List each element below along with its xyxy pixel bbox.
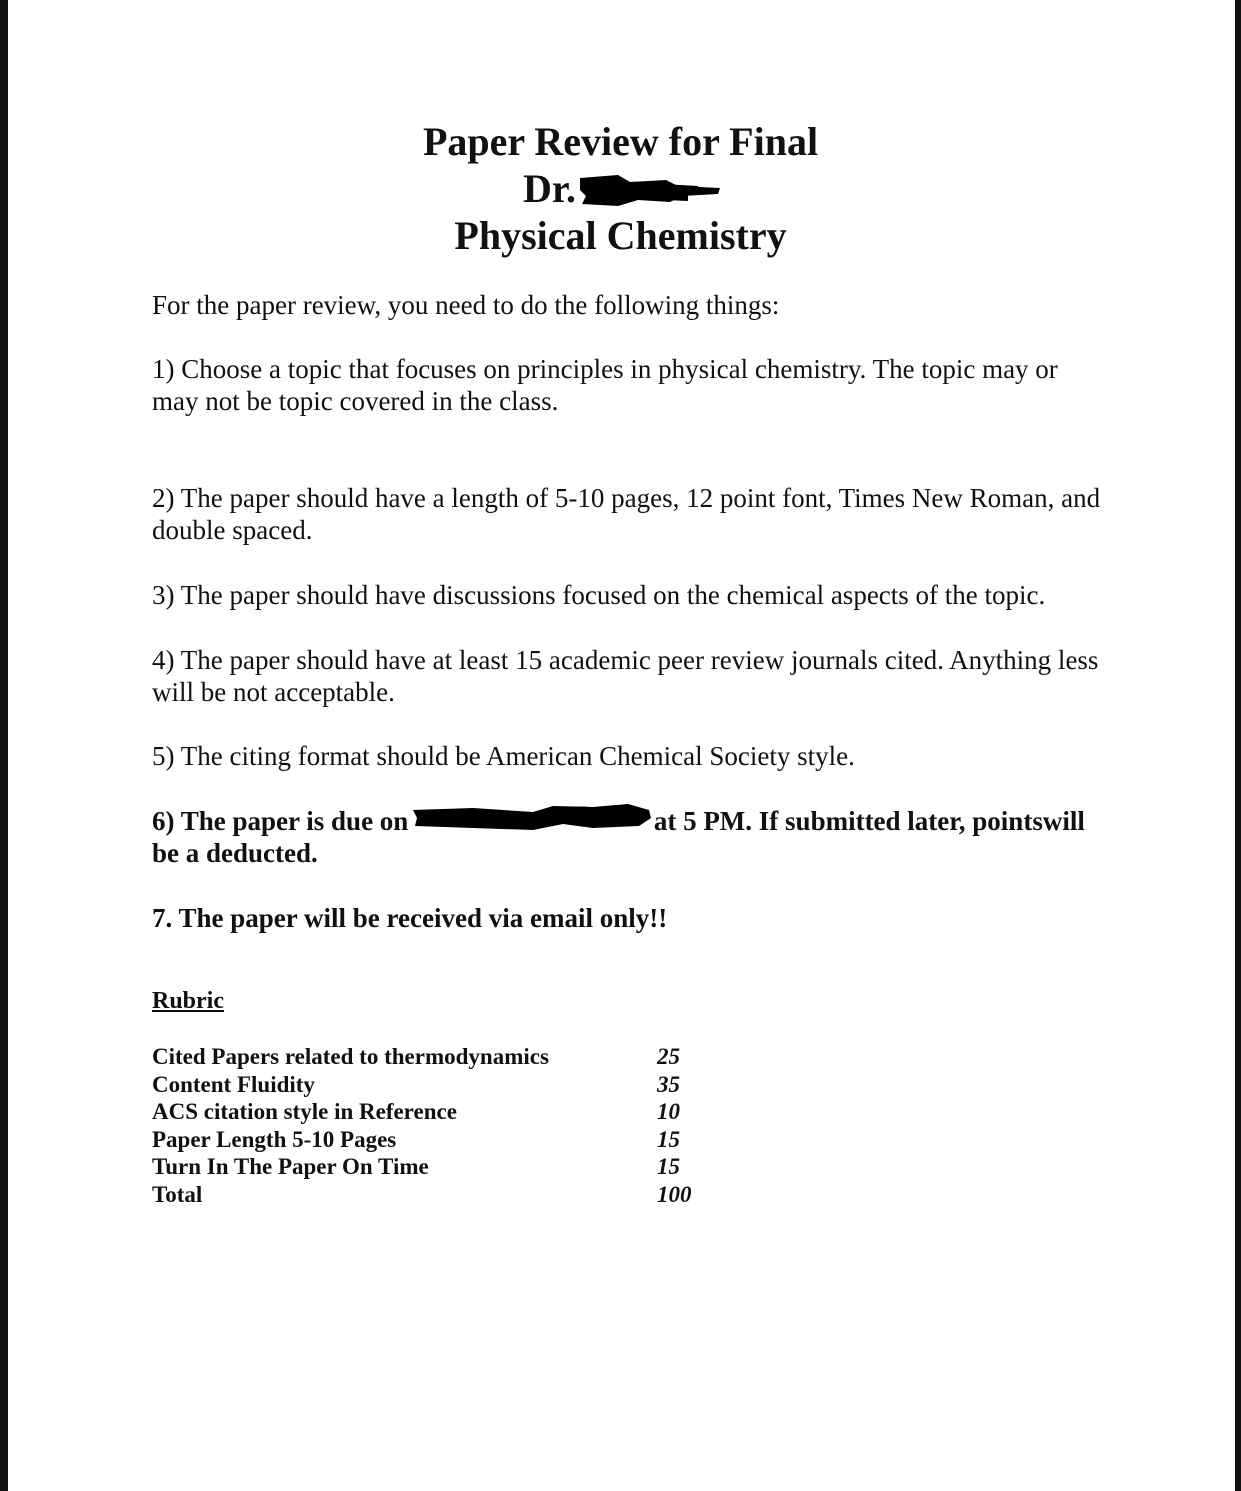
rubric-points: 15 xyxy=(657,1154,680,1179)
rubric-total-row xyxy=(152,1181,692,1209)
title-line-2 xyxy=(0,165,1241,212)
requirement-1: 1) Choose a topic that focuses on principles in physical chemistry. The topic may or may not be topic covered in the class. xyxy=(152,354,1058,416)
title-block xyxy=(0,118,1241,259)
name-redaction-mark xyxy=(578,176,718,206)
rubric-criterion: Paper Length 5-10 Pages xyxy=(152,1126,397,1152)
requirement-6 xyxy=(152,805,1102,869)
requirement-6-start: 6) The paper is due on xyxy=(152,806,409,836)
date-redaction-mark xyxy=(413,807,649,833)
rubric-table xyxy=(152,1043,692,1208)
rubric-points: 15 xyxy=(657,1126,680,1152)
requirement-5: 5) The citing format should be American Chemical Society style. xyxy=(152,741,855,771)
rubric-heading: Rubric xyxy=(152,988,224,1014)
rubric-criterion: Turn In The Paper On Time xyxy=(152,1154,429,1179)
requirement-7: 7. The paper will be received via email only!! xyxy=(152,903,668,933)
rubric-criterion: ACS citation style in Reference xyxy=(152,1099,457,1124)
rubric-row xyxy=(152,1043,692,1071)
title-line-1: Paper Review for Final xyxy=(422,119,819,164)
rubric-criterion: Content Fluidity xyxy=(152,1071,315,1097)
title-line-3: Physical Chemistry xyxy=(454,213,787,258)
rubric-row xyxy=(152,1098,692,1126)
rubric-row xyxy=(152,1071,692,1099)
requirement-2: 2) The paper should have a length of 5-10 pages, 12 point font, Times New Roman, and double spaced. xyxy=(152,483,1101,545)
intro-text: For the paper review, you need to do the following things: xyxy=(152,290,780,320)
rubric-total-points: 100 xyxy=(657,1181,692,1207)
requirement-4: 4) The paper should have at least 15 academic peer review journals cited. Anything less will be not acceptable. xyxy=(152,645,1099,707)
rubric-total-label: Total xyxy=(152,1181,203,1207)
doctor-prefix: Dr. xyxy=(523,166,576,211)
rubric-row xyxy=(152,1153,692,1181)
rubric-criterion: Cited Papers related to thermodynamics xyxy=(152,1044,549,1069)
rubric-points: 25 xyxy=(657,1044,680,1069)
requirement-3: 3) The paper should have discussions focused on the chemical aspects of the topic. xyxy=(152,580,1046,610)
rubric-points: 10 xyxy=(657,1099,680,1124)
rubric-points: 35 xyxy=(657,1071,680,1097)
requirement-6-end: at 5 PM. If submitted later, pointswill be a deducted. xyxy=(152,806,1085,868)
rubric-row xyxy=(152,1126,692,1154)
